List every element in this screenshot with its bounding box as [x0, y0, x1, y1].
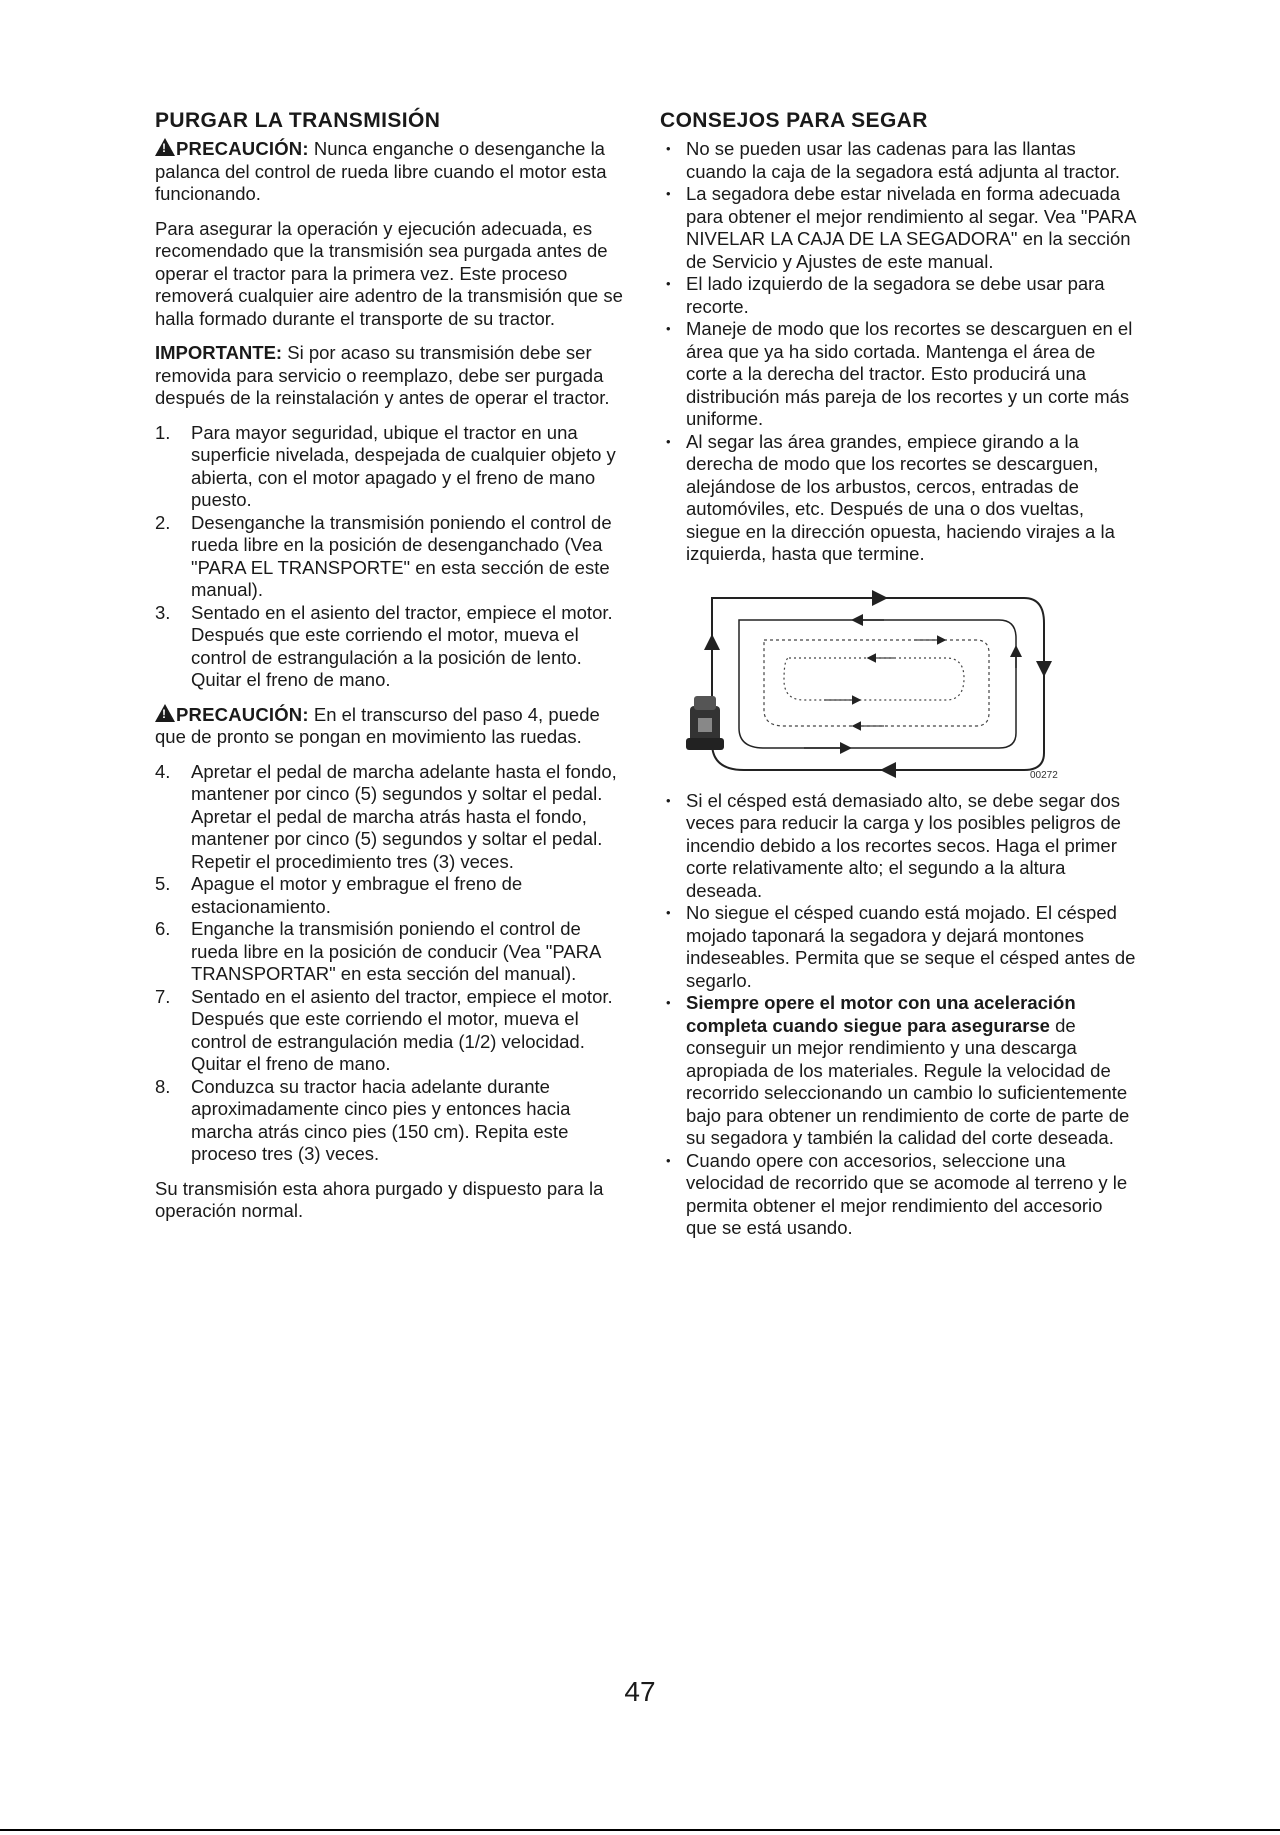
step-text: Sentado en el asiento del tractor, empiece el motor. Después que este corriendo el motor, mueva el control de estrangulación a la posición de lento. Quitar el freno de mano.: [191, 601, 613, 690]
step-item: [155, 986, 627, 1076]
third-path: [764, 640, 989, 726]
step-item: [155, 873, 627, 918]
step-number: 6.: [155, 918, 171, 939]
bottom-rule: [0, 1829, 1280, 1831]
tip-item: • Si el césped está demasiado alto, se debe segar dos veces para reducir la carga y los posibles peligros de incendio debido a los recortes secos. Haga el primer corte relativamente alto; el segundo a la altura deseada.: [660, 790, 1138, 903]
tips-list-b: [660, 790, 1138, 1240]
tip-rest-text: de conseguir un mejor rendimiento y una descarga apropiada de los materiales. Regule la velocidad de recorrido seleccionando un cambio lo suficientemente bajo para obtener un rendimiento de corte de parte de su segadora y también la calidad del corte deseada.: [686, 1014, 1130, 1148]
step-number: 4.: [155, 760, 171, 782]
right-column: [660, 108, 1138, 1240]
step-item: [155, 512, 627, 602]
step-item: [155, 761, 627, 874]
left-column: [155, 108, 627, 1223]
tip-item: [660, 992, 1138, 1150]
tip-item: • No siegue el césped cuando está mojado. El césped mojado taponará la segadora y dejará montones indeseables. Permita que se seque el césped antes de segarlo.: [660, 902, 1138, 992]
caution-text: En el transcurso del paso 4, puede que de pronto se pongan en movimiento las ruedas.: [155, 703, 600, 747]
closing-paragraph: Su transmisión esta ahora purgado y dispuesto para la operación normal.: [155, 1177, 604, 1221]
section-heading-consejos: CONSEJOS PARA SEGAR: [660, 109, 928, 132]
step-number: 7.: [155, 985, 171, 1007]
warning-triangle-icon: [155, 138, 175, 156]
tip-item: • El lado izquierdo de la segadora se debe usar para recorte.: [660, 273, 1138, 318]
step-number: 3.: [155, 601, 171, 623]
intro-paragraph: Para asegurar la operación y ejecución adecuada, es recomendado que la transmisión sea purgada antes de operar el tractor para la primera vez. Este proceso removerá cualquier aire adentro de la transmisión que se halla formado durante el transporte de su tractor.: [155, 217, 623, 329]
step-item: [155, 422, 627, 512]
step-text: Apretar el pedal de marcha adelante hasta el fondo, mantener por cinco (5) segundos y soltar el pedal. Apretar el pedal de marcha atrás hasta el fondo, mantener por cinco (5) segundos y soltar el pedal. Repetir el procedimiento tres (3) veces.: [191, 760, 617, 872]
step-item: [155, 1076, 627, 1166]
step-number: 2.: [155, 511, 171, 533]
tip-item: • No se pueden usar las cadenas para las llantas cuando la caja de la segadora está adjunta al tractor.: [660, 138, 1138, 183]
important-paragraph: [155, 342, 627, 410]
tip-item: • Maneje de modo que los recortes se descarguen en el área que ya ha sido cortada. Mantenga el área de corte a la derecha del tractor. Esto producirá una distribución más pareja de los recortes y un corte más uniforme.: [660, 318, 1138, 431]
outer-path: [712, 598, 1044, 770]
tips-list-a: [660, 138, 1138, 566]
caution-paragraph-2: [155, 704, 627, 749]
section-heading-purgar: PURGAR LA TRANSMISIÓN: [155, 109, 441, 132]
page-number: 47: [624, 1676, 656, 1707]
step-number: 5.: [155, 873, 171, 894]
caution-text: Nunca enganche o desenganche la palanca del control de rueda libre cuando el motor esta funcionando.: [155, 138, 607, 204]
caution-paragraph-1: [155, 138, 627, 206]
step-text: Desenganche la transmisión poniendo el control de rueda libre en la posición de desenganchado (Vea "PARA EL TRANSPORTE" en esta sección de este manual).: [191, 511, 612, 600]
tip-item: • La segadora debe estar nivelada en forma adecuada para obtener el mejor rendimiento al segar. Vea "PARA NIVELAR LA CAJA DE LA SEGADORA" en la sección de Servicio y Ajustes de este manual.: [660, 183, 1138, 273]
warning-triangle-icon: [155, 704, 175, 722]
caution-label: PRECAUCIÓN:: [176, 138, 309, 159]
mowing-pattern-svg: [684, 578, 1084, 778]
tip-item: • Cuando opere con accesorios, seleccione una velocidad de recorrido que se acomode al terreno y le permita obtener el mejor rendimiento del accesorio que se está usando.: [660, 1150, 1138, 1240]
important-label: IMPORTANTE:: [155, 342, 283, 363]
tip-item: • Al segar las área grandes, empiece girando a la derecha de modo que los recortes se descarguen, alejándose de los arbustos, cercos, entradas de automóviles, etc. Después de una o dos vueltas, siegue en la dirección opuesta, haciendo virajes a la izquierda, hasta que termine.: [660, 431, 1138, 566]
inner-path: [784, 658, 964, 700]
step-text: Para mayor seguridad, ubique el tractor en una superficie nivelada, despejada de cualquier objeto y abierta, con el motor apagado y el freno de mano puesto.: [191, 421, 616, 510]
tractor-icon: [686, 696, 724, 750]
second-path: [739, 620, 1016, 748]
step-number: 8.: [155, 1075, 171, 1097]
tip-bold-text: Siempre opere el motor con una aceleración completa cuando siegue para asegurarse: [686, 992, 1076, 1036]
step-item: [155, 602, 627, 692]
figure-code: 00272: [1030, 769, 1058, 778]
step-text: Sentado en el asiento del tractor, empiece el motor. Después que este corriendo el motor, mueva el control de estrangulación media (1/2) velocidad. Quitar el freno de mano.: [191, 985, 613, 1074]
step-text: Enganche la transmisión poniendo el control de rueda libre en la posición de conducir (Vea "PARA TRANSPORTAR" en esta sección del manual).: [191, 918, 601, 984]
steps-list-a: [155, 422, 627, 692]
steps-list-b: [155, 761, 627, 1166]
step-item: [155, 918, 627, 986]
step-text: Apague el motor y embrague el freno de estacionamiento.: [191, 873, 523, 917]
step-text: Conduzca su tractor hacia adelante durante aproximadamente cinco pies y entonces hacia marcha atrás cinco pies (150 cm). Repita este proceso tres (3) veces.: [191, 1075, 571, 1164]
caution-label: PRECAUCIÓN:: [176, 703, 309, 725]
important-text: Si por acaso su transmisión debe ser removida para servicio o reemplazo, debe ser purgada después de la reinstalación y antes de operar el tractor.: [155, 342, 610, 408]
step-number: 1.: [155, 421, 171, 443]
mowing-pattern-diagram: [684, 578, 1084, 778]
